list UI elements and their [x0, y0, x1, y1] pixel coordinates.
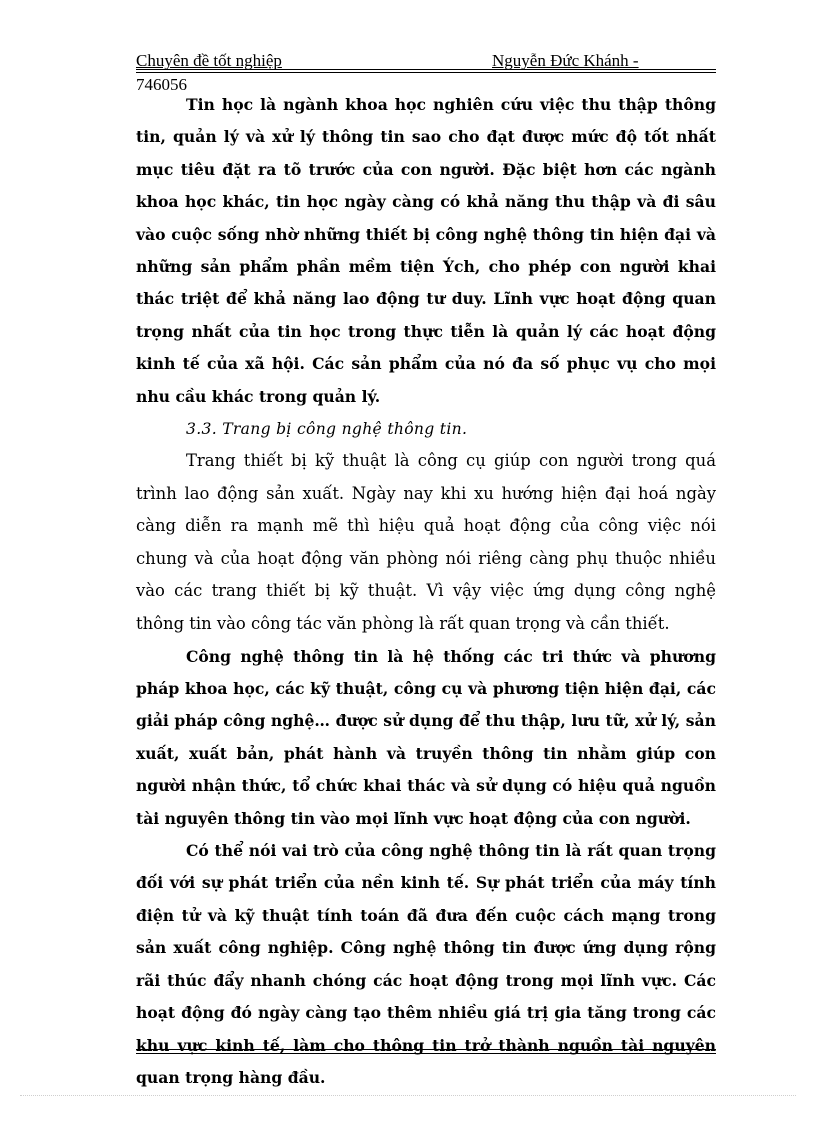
paragraph-it-definition: Công nghệ thông tin là hệ thống các tri thức và phương pháp khoa học, các kỹ thuật, công cụ và phương tiện hiện đại, các giải pháp công nghệ… được sử dụng để thu thập, lưu tữ, xử lý, sản xuất, xuất bản, phát hành và truyền thông tin nhằm giúp con người nhận thức, tổ chức khai thác và sử dụng có hiệu quả nguồn tài nguyên thông tin vào mọi lĩnh vực hoạt động của con người.	[136, 646, 716, 828]
header-author-name: Nguyễn Đức Khánh -	[492, 51, 639, 70]
header-student-id: 746056	[136, 75, 187, 94]
page-edge-dotted-line	[20, 1095, 796, 1096]
paragraph-intro-informatics: Tin học là ngành khoa học nghiên cứu việc thu thập thông tin, quản lý và xử lý thông tin sao cho đạt được mức độ tốt nhất mục tiêu đặt ra tõ trước của con người. Đặc biệt hơn các ngành khoa học khác, tin học ngày càng có khả năng thu thập và đi sâu vào cuộc sống nhờ những thiết bị công nghệ thông tin hiện đại và những sản phẩm phần mềm tiện Ých, cho phép con người khai thác triệt để khả năng lao động tư duy. Lĩnh vực hoạt động quan trọng nhất của tin học trong thực tiễn là quản lý các hoạt động kinh tế của xã hội. Các sản phẩm của nó đa số phục vụ cho mọi nhu cầu khác trong quản lý.	[136, 95, 716, 406]
paragraph-it-role: Có thể nói vai trò của công nghệ thông tin là rất quan trọng đối với sự phát triển của nền kinh tế. Sự phát triển của máy tính điện tử và kỹ thuật tính toán đã đưa đến cuộc cách mạng trong sản xuất công nghiệp. Công nghệ thông tin được ứng dụng rộng rãi thúc đẩy nhanh chóng các hoạt động trong mọi lĩnh vực. Các hoạt động đó ngày càng tạo thêm nhiều giá trị gia tăng trong các khu vực kinh tế, làm cho thông tin trở thành nguồn tài nguyên quan trọng hàng đầu.	[136, 841, 716, 1087]
header-document-title: Chuyên đề tốt nghiệp	[136, 51, 282, 70]
page-body	[136, 89, 716, 1094]
page-header	[136, 50, 716, 94]
header-rule-top	[136, 69, 716, 70]
footer-rule-bottom	[136, 1053, 716, 1054]
section-heading: 3.3. Trang bị công nghệ thông tin.	[186, 420, 468, 439]
footer-rule-top	[136, 1049, 716, 1050]
paragraph-technical-equipment: Trang thiết bị kỹ thuật là công cụ giúp con người trong quá trình lao động sản xuất. Ngày nay khi xu hướng hiện đại hoá ngày càng diễn ra mạnh mẽ thì hiệu quả hoạt động của công việc nói chung và của hoạt động văn phòng nói riêng càng phụ thuộc nhiều vào các trang thiết bị kỹ thuật. Vì vậy việc ứng dụng công nghệ thông tin vào công tác văn phòng là rất quan trọng và cần thiết.	[136, 451, 716, 634]
header-rule-bottom	[136, 72, 716, 73]
